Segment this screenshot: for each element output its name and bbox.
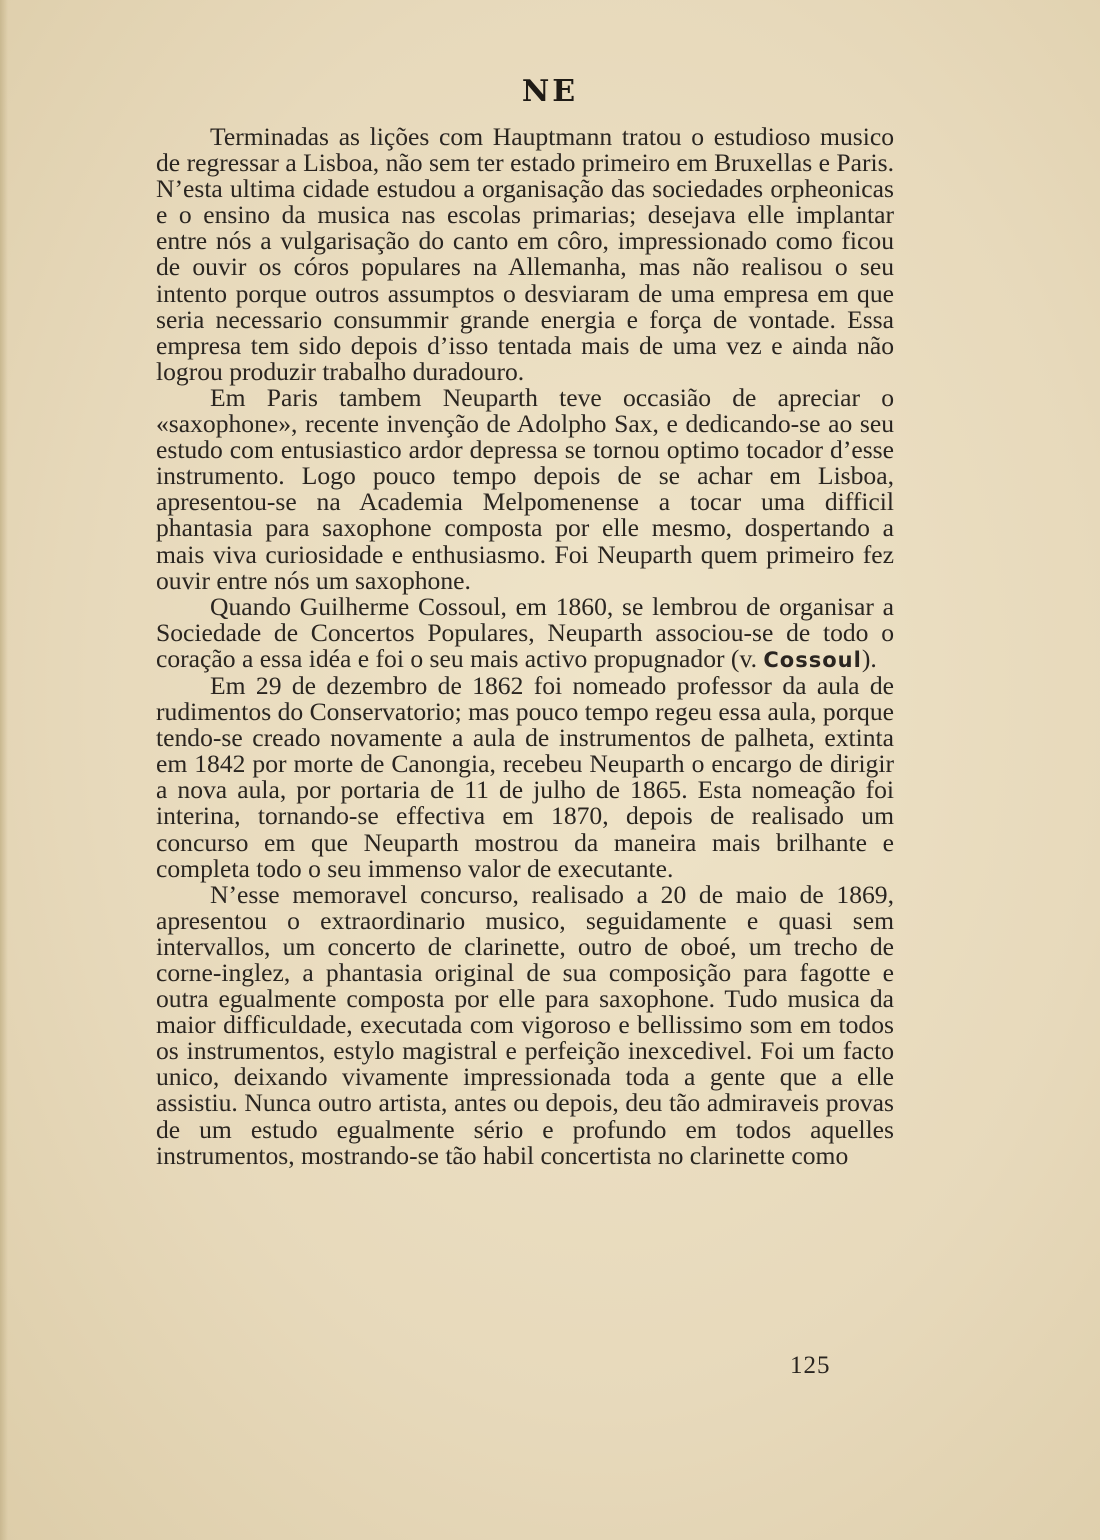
page-number: 125	[790, 1352, 831, 1379]
section-header: NE	[521, 74, 579, 109]
paragraph-3	[156, 591, 894, 673]
cross-reference-cossoul: Cossoul	[763, 647, 862, 672]
page-edge-shadow	[0, 0, 8, 1540]
paragraph-3-text-before: Quando Guilherme Cossoul, em 1860, se lembrou de organisar a Sociedade de Concertos Populares, Neuparth associou-se de todo o coração a essa idéa e foi o seu mais activo propugnador (v.	[156, 591, 894, 673]
paragraph-5: N’esse memoravel concurso, realisado a 20 de maio de 1869, apresentou o extraordinario musico, seguidamente e quasi sem intervallos, um concerto de clarinette, outro de oboé, um trecho de corne-inglez, a phantasia original de sua composição para fagotte e outra egualmente composta por elle para saxophone. Tudo musica da maior difficuldade, executada com vigoroso e bellissimo som em todos os instrumentos, estylo magistral e perfeição inexcedivel. Foi um facto unico, deixando vivamente impressionada toda a gente que a elle assistiu. Nunca outro artista, antes ou depois, deu tão admiraveis provas de um estudo egualmente sério e profundo em todos aquelles instrumentos, mostrando-se tão habil concertista no clarinette como	[156, 879, 894, 1170]
paragraph-1: Terminadas as lições com Hauptmann tratou o estudioso musico de regressar a Lisboa, não sem ter estado primeiro em Bruxellas e Paris. N’esta ultima cidade estudou a organisação das sociedades orpheonicas e o ensino da musica nas escolas primarias; desejava elle implantar entre nós a vulgarisação do canto em côro, impressionado como ficou de ouvir os córos populares na Allemanha, mas não realisou o seu intento porque outros assumptos o desviaram de uma empresa em que seria necessario consummir grande energia e força de vontade. Essa empresa tem sido depois d’isso tentada mais de uma vez e ainda não logrou produzir trabalho duradouro.	[156, 122, 894, 386]
paragraph-4: Em 29 de dezembro de 1862 foi nomeado professor da aula de rudimentos do Conservatorio; mas pouco tempo regeu essa aula, porque tendo-se creado novamente a aula de instrumentos de palheta, extinta em 1842 por morte de Canongia, recebeu Neuparth o encargo de dirigir a nova aula, por portaria de 11 de julho de 1865. Esta nomeação foi interina, tornando-se effectiva em 1870, depois de realisado um concurso em que Neuparth mostrou da maneira mais brilhante e completa todo o seu immenso valor de executante.	[156, 670, 894, 883]
paragraph-2: Em Paris tambem Neuparth teve occasião de apreciar o «saxophone», recente invenção de Adolpho Sax, e dedicando-se ao seu estudo com entusiastico ardor depressa se tornou optimo tocador d’esse instrumento. Logo pouco tempo depois de se achar em Lisboa, apresentou-se na Academia Melpomenense a tocar uma difficil phantasia para saxophone composta por elle mesmo, dospertando a mais viva curiosidade e enthusiasmo. Foi Neuparth quem primeiro fez ouvir entre nós um saxophone.	[156, 382, 894, 595]
paragraph-3-text-after: ).	[861, 643, 877, 673]
body-text	[156, 124, 894, 1169]
